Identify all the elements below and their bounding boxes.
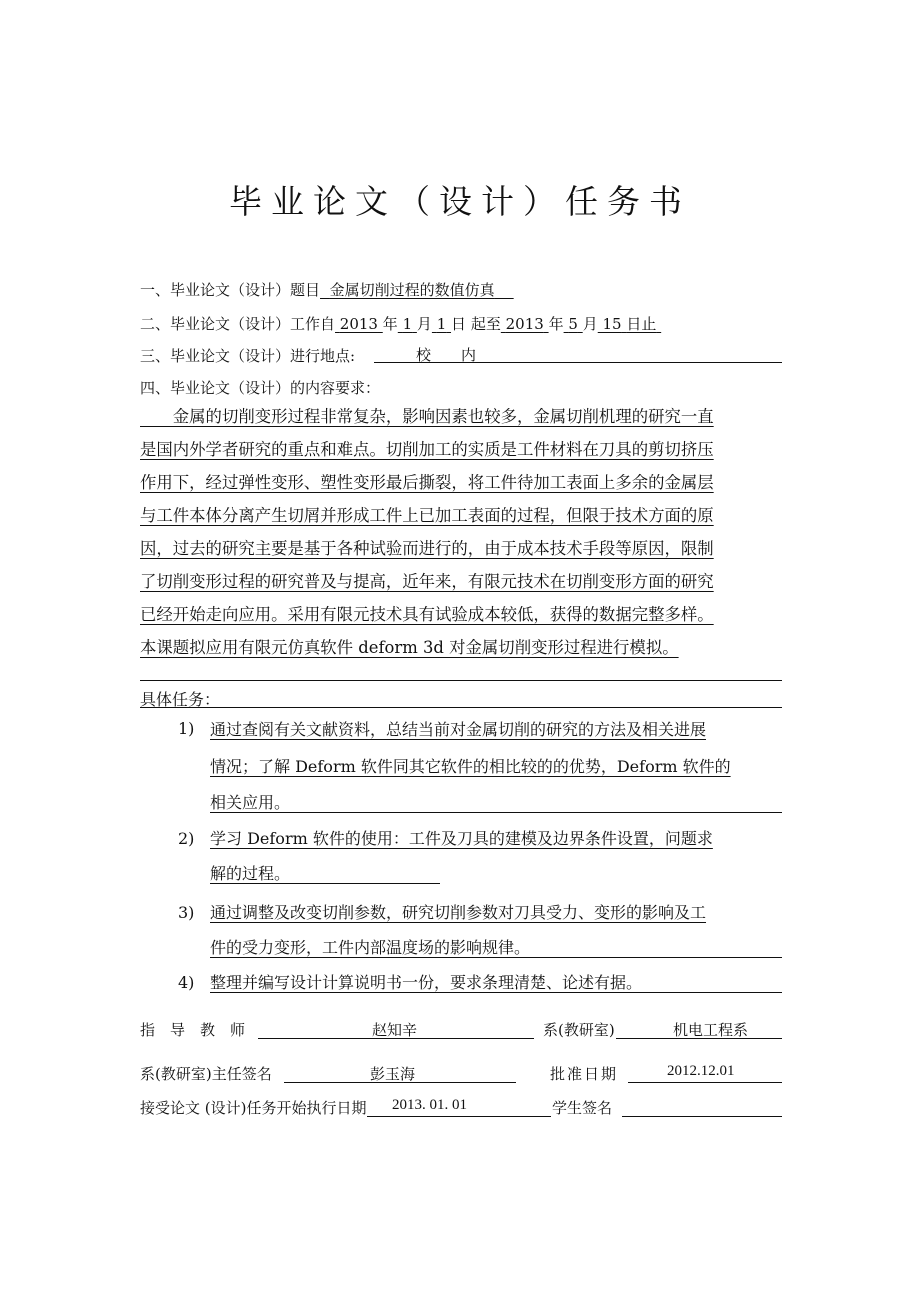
task-line: 通过调整及改变切削参数，研究切削参数对刀具受力、变形的影响及工 [210,903,707,922]
location-row [140,345,355,366]
end-text: 日止 [626,315,657,333]
content-line: 是国内外学者研究的重点和难点。切削加工的实质是工件材料在刀具的剪切挤压 [140,440,714,459]
content-line: 已经开始走向应用。采用有限元技术具有试验成本较低，获得的数据完整多样。 [140,605,714,624]
advisor-label: 指 导 教 师 [140,1021,246,1039]
accept-value: 2013. 01. 01 [392,1097,467,1113]
task-underline [210,812,782,813]
director-value: 彭玉海 [370,1065,416,1083]
content-end-line [140,680,782,681]
task-line: 整理并编写设计计算说明书一份，要求条理清楚、论述有据。 [210,973,643,992]
content-line: 因，过去的研究主要是基于各种试验而进行的，由于成本技术手段等原因，限制 [140,539,714,558]
period-label: 二、毕业论文（设计）工作自 [140,315,336,333]
accept-underline [367,1116,551,1117]
tasks-label: 具体任务： [140,690,221,709]
dept-value: 机电工程系 [673,1021,749,1039]
advisor-value: 赵知辛 [372,1021,418,1039]
location-underline [374,362,782,363]
dept-underline [616,1038,782,1039]
until-text: 起至 [470,315,501,333]
director-underline [284,1082,516,1083]
task-underline [210,957,782,958]
year-text: 年 [382,315,398,333]
period-end-month: 5 [568,315,578,333]
location-value: 校 内 [416,346,477,364]
month-text: 月 [416,315,432,333]
period-end-year: 2013 [505,315,544,333]
content-line: 本课题拟应用有限元仿真软件 deform 3d 对金属切削变形过程进行模拟。 [140,638,679,657]
task-number: 4) [178,973,195,992]
content-line: 作用下，经过弹性变形、塑性变形最后撕裂，将工件待加工表面上多余的金属层 [140,473,714,492]
content-line: 了切削变形过程的研究普及与提高，近年来，有限元技术在切削变形方面的研究 [140,572,714,591]
period-start-year: 2013 [339,315,378,333]
approve-label: 批准日期 [550,1065,619,1083]
task-line: 情况；了解 Deform 软件同其它软件的相比较的的优势，Deform 软件的 [210,757,731,776]
topic-row [140,279,514,300]
content-line: 金属的切削变形过程非常复杂，影响因素也较多，金属切削机理的研究一直 [140,407,714,426]
task-line: 解的过程。 [210,864,291,883]
approve-value: 2012.12.01 [667,1063,735,1079]
tasks-label-line [140,707,782,708]
task-line: 通过查阅有关文献资料，总结当前对金属切削的研究的方法及相关进展 [210,720,707,739]
page-title: 毕业论文（设计）任务书 [229,182,691,221]
student-label: 学生签名 [552,1099,613,1117]
advisor-underline [258,1038,534,1039]
period-start-month: 1 [402,315,413,333]
topic-label: 一、毕业论文（设计）题目 [140,281,321,299]
task-line: 件的受力变形，工件内部温度场的影响规律。 [210,938,531,957]
month-text-2: 月 [582,315,598,333]
task-line: 相关应用。 [210,793,291,812]
task-underline [210,992,782,993]
dept-label: 系(教研室) [543,1021,615,1039]
period-start-day: 1 [436,315,447,333]
location-label: 三、毕业论文（设计）进行地点: [140,347,356,365]
content-line: 与工件本体分离产生切屑并形成工件上已加工表面的过程，但限于技术方面的原 [140,506,714,525]
task-underline [210,883,440,884]
task-number: 1) [178,719,195,738]
period-end-day: 15 [602,315,622,333]
topic-value: 金属切削过程的数值仿真 [329,281,495,299]
accept-label: 接受论文 (设计)任务开始执行日期 [140,1099,367,1117]
year-text-2: 年 [548,315,564,333]
approve-underline [628,1082,782,1083]
day-text: 日 [451,315,467,333]
content-label: 四、毕业论文（设计）的内容要求： [140,379,381,397]
period-row [140,313,661,334]
task-number: 2) [178,829,195,848]
task-number: 3) [178,903,195,922]
task-line: 学习 Deform 软件的使用：工件及刀具的建模及边界条件设置，问题求 [210,829,713,848]
student-underline [622,1116,782,1117]
director-label: 系(教研室)主任签名 [140,1065,272,1083]
